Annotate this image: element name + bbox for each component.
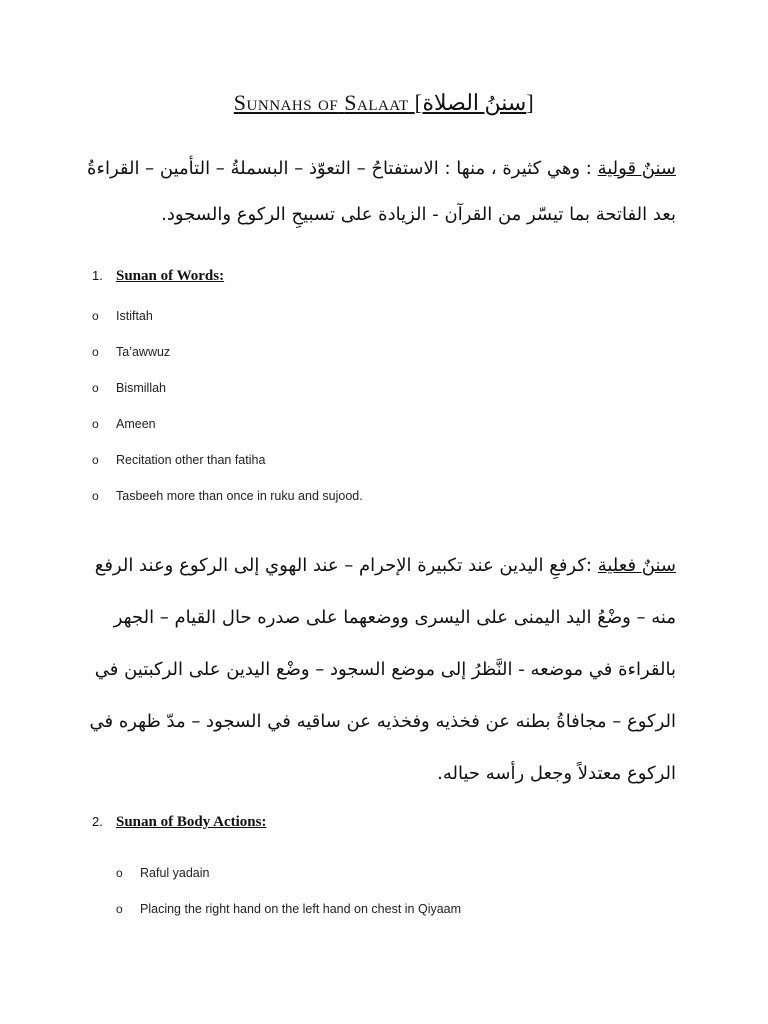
section-number: 1. bbox=[92, 268, 103, 283]
title-word: unnahs of bbox=[246, 90, 339, 115]
sunan-filiya-label: سننٌ فعلية bbox=[597, 555, 676, 576]
sunan-qawliya-label: سننٌ قولية bbox=[597, 158, 676, 179]
title-arabic: [سننُ الصلاة] bbox=[414, 90, 535, 115]
title-initial: S bbox=[233, 90, 247, 115]
list-item bbox=[92, 452, 363, 488]
list-item bbox=[92, 308, 363, 344]
list-item bbox=[116, 865, 461, 901]
title-english bbox=[234, 90, 409, 115]
list-item bbox=[92, 416, 363, 452]
bullet-icon: o bbox=[92, 417, 99, 431]
bullet-icon: o bbox=[92, 453, 99, 467]
words-list bbox=[92, 308, 363, 524]
sunan-filiya-text: :كرفعِ اليدين عند تكبيرة الإحرام – عند الهوي إلى الركوع وعند الرفع منه – وضْعُ اليد اليمنى على اليسرى ووضعهما على صدره حال القيام – الجهر بالقراءة في موضعه - النَّظرُ إلى موضع السجود – وضْع اليدين على الركبتين في الركوع – مجافاةُ بطنه عن فخذيه وفخذيه عن ساقيه في السجود – مدّ ظهره في الركوع معتدلاً وجعل رأسه حياله. bbox=[89, 555, 676, 784]
list-item-text: Raful yadain bbox=[140, 866, 210, 880]
sunan-qawliya-paragraph bbox=[86, 146, 676, 238]
bullet-icon: o bbox=[92, 489, 99, 503]
list-item bbox=[116, 901, 461, 937]
list-item-text: Bismillah bbox=[116, 381, 167, 395]
title-initial: S bbox=[344, 90, 357, 115]
body-actions-list bbox=[116, 865, 461, 937]
bullet-icon: o bbox=[116, 866, 123, 880]
title-word: alaat bbox=[356, 90, 409, 115]
section-heading-label: Sunan of Words: bbox=[116, 268, 225, 284]
list-item bbox=[92, 488, 363, 524]
list-item-text: Ameen bbox=[116, 417, 156, 431]
bullet-icon: o bbox=[92, 309, 99, 323]
section-heading-body-actions bbox=[92, 814, 266, 831]
sunan-filiya-paragraph bbox=[76, 540, 676, 800]
list-item bbox=[92, 380, 363, 416]
bullet-icon: o bbox=[92, 345, 99, 359]
list-item-text: Tasbeeh more than once in ruku and sujood. bbox=[116, 489, 363, 503]
list-item-text: Ta’awwuz bbox=[116, 345, 171, 359]
bullet-icon: o bbox=[92, 381, 99, 395]
list-item-text: Recitation other than fatiha bbox=[116, 453, 266, 467]
list-item bbox=[92, 344, 363, 380]
section-number: 2. bbox=[92, 814, 103, 829]
bullet-icon: o bbox=[116, 902, 123, 916]
section-heading-words bbox=[92, 268, 224, 285]
list-item-text: Placing the right hand on the left hand on chest in Qiyaam bbox=[140, 902, 462, 916]
section-heading-label: Sunan of Body Actions: bbox=[116, 814, 267, 830]
page-title bbox=[0, 90, 768, 116]
sunan-qawliya-text: : وهي كثيرة ، منها : الاستفتاحُ – التعوّذ – البسملةُ – التأمين – القراءةُ بعد الفاتحة بما تيسّر من القرآن - الزيادة على تسبيحِ الركوع والسجود. bbox=[87, 158, 676, 225]
list-item-text: Istiftah bbox=[116, 309, 153, 323]
